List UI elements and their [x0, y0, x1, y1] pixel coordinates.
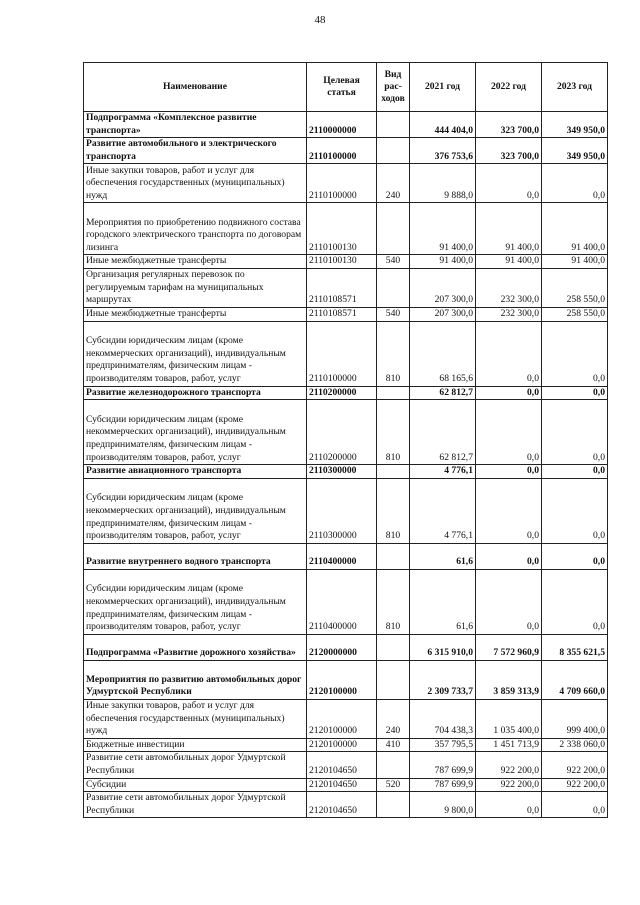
cell-vid: 810 — [377, 321, 410, 386]
cell-name: Субсидии юридическим лицам (кроме некоммерческих организаций), индивидуальным предпринимателям, физическим лицам - производителям товаров, работ, услуг — [84, 400, 307, 465]
header-2023: 2023 год — [542, 63, 608, 112]
table-row — [84, 321, 608, 386]
cell-2023: 258 550,0 — [542, 268, 608, 307]
cell-code: 2110400000 — [307, 569, 377, 634]
cell-code: 2110200000 — [307, 386, 377, 400]
cell-code: 2110400000 — [307, 543, 377, 569]
cell-2022: 0,0 — [476, 321, 542, 386]
cell-code: 2120100000 — [307, 660, 377, 699]
table-row — [84, 465, 608, 479]
cell-2022: 922 200,0 — [476, 752, 542, 778]
cell-2022: 323 700,0 — [476, 138, 542, 164]
table-row — [84, 138, 608, 164]
cell-name: Субсидии юридическим лицам (кроме некоммерческих организаций), индивидуальным предпринимателям, физическим лицам - производителям товаров, работ, услуг — [84, 478, 307, 543]
cell-name: Субсидии юридическим лицам (кроме некоммерческих организаций), индивидуальным предпринимателям, физическим лицам - производителям товаров, работ, услуг — [84, 321, 307, 386]
cell-code: 2110100000 — [307, 321, 377, 386]
header-name: Наименование — [84, 63, 307, 112]
cell-vid — [377, 752, 410, 778]
cell-vid — [377, 268, 410, 307]
cell-code: 2110000000 — [307, 112, 377, 138]
cell-2023: 0,0 — [542, 543, 608, 569]
cell-2021: 91 400,0 — [410, 203, 476, 255]
cell-code: 2110100000 — [307, 164, 377, 203]
cell-2022: 7 572 960,9 — [476, 634, 542, 660]
cell-name: Бюджетные инвестиции — [84, 738, 307, 752]
cell-2022: 91 400,0 — [476, 203, 542, 255]
cell-2021: 207 300,0 — [410, 307, 476, 321]
cell-2023: 0,0 — [542, 465, 608, 479]
cell-name: Развитие внутреннего водного транспорта — [84, 543, 307, 569]
cell-2023: 258 550,0 — [542, 307, 608, 321]
cell-2021: 787 699,9 — [410, 752, 476, 778]
cell-2022: 232 300,0 — [476, 268, 542, 307]
cell-2023: 91 400,0 — [542, 203, 608, 255]
cell-code: 2110108571 — [307, 307, 377, 321]
table-row — [84, 792, 608, 818]
cell-2023: 349 950,0 — [542, 138, 608, 164]
cell-vid — [377, 465, 410, 479]
cell-name: Иные закупки товаров, работ и услуг для обеспечения государственных (муниципальных) нужд — [84, 699, 307, 738]
cell-name: Развитие сети автомобильных дорог Удмуртской Республики — [84, 752, 307, 778]
table-row — [84, 164, 608, 203]
cell-name: Подпрограмма «Комплексное развитие транспорта» — [84, 112, 307, 138]
table-row — [84, 660, 608, 699]
cell-name: Мероприятия по развитию автомобильных дорог Удмуртской Республики — [84, 660, 307, 699]
cell-2021: 68 165,6 — [410, 321, 476, 386]
cell-2023: 8 355 621,5 — [542, 634, 608, 660]
cell-2023: 4 709 660,0 — [542, 660, 608, 699]
cell-code: 2120104650 — [307, 752, 377, 778]
cell-vid — [377, 792, 410, 818]
cell-2021: 6 315 910,0 — [410, 634, 476, 660]
cell-2023: 922 200,0 — [542, 752, 608, 778]
table-row — [84, 699, 608, 738]
table-row — [84, 400, 608, 465]
cell-vid — [377, 634, 410, 660]
cell-2021: 704 438,3 — [410, 699, 476, 738]
header-2022: 2022 год — [476, 63, 542, 112]
cell-name: Развитие авиационного транспорта — [84, 465, 307, 479]
cell-2023: 0,0 — [542, 792, 608, 818]
header-vid: Вид рас-ходов — [377, 63, 410, 112]
cell-2023: 0,0 — [542, 478, 608, 543]
cell-code: 2120104650 — [307, 792, 377, 818]
cell-code: 2120104650 — [307, 778, 377, 792]
table-row — [84, 112, 608, 138]
cell-2023: 91 400,0 — [542, 255, 608, 269]
cell-name: Иные межбюджетные трансферты — [84, 255, 307, 269]
cell-2022: 323 700,0 — [476, 112, 542, 138]
cell-2021: 62 812,7 — [410, 386, 476, 400]
cell-2022: 0,0 — [476, 792, 542, 818]
cell-name: Развитие сети автомобильных дорог Удмуртской Республики — [84, 792, 307, 818]
cell-2022: 0,0 — [476, 543, 542, 569]
cell-2023: 0,0 — [542, 164, 608, 203]
cell-2023: 922 200,0 — [542, 778, 608, 792]
cell-2021: 9 800,0 — [410, 792, 476, 818]
page-number: 48 — [314, 14, 326, 26]
table-row — [84, 255, 608, 269]
cell-2022: 0,0 — [476, 465, 542, 479]
cell-vid: 540 — [377, 255, 410, 269]
cell-name: Иные межбюджетные трансферты — [84, 307, 307, 321]
cell-vid — [377, 112, 410, 138]
cell-2023: 2 338 060,0 — [542, 738, 608, 752]
cell-code: 2110100000 — [307, 138, 377, 164]
cell-name: Развитие автомобильного и электрического транспорта — [84, 138, 307, 164]
table-row — [84, 752, 608, 778]
cell-vid: 810 — [377, 478, 410, 543]
cell-vid: 540 — [377, 307, 410, 321]
cell-vid: 410 — [377, 738, 410, 752]
cell-2022: 1 035 400,0 — [476, 699, 542, 738]
cell-2021: 61,6 — [410, 543, 476, 569]
cell-vid: 240 — [377, 164, 410, 203]
cell-2021: 2 309 733,7 — [410, 660, 476, 699]
cell-vid — [377, 138, 410, 164]
cell-2022: 3 859 313,9 — [476, 660, 542, 699]
cell-2021: 4 776,1 — [410, 478, 476, 543]
cell-2021: 357 795,5 — [410, 738, 476, 752]
cell-2023: 0,0 — [542, 386, 608, 400]
cell-vid — [377, 660, 410, 699]
cell-name: Субсидии юридическим лицам (кроме некоммерческих организаций), индивидуальным предпринимателям, физическим лицам - производителям товаров, работ, услуг — [84, 569, 307, 634]
cell-2022: 0,0 — [476, 569, 542, 634]
table-row — [84, 307, 608, 321]
cell-2023: 0,0 — [542, 321, 608, 386]
cell-vid: 520 — [377, 778, 410, 792]
cell-code: 2110200000 — [307, 400, 377, 465]
table-row — [84, 569, 608, 634]
cell-2022: 0,0 — [476, 400, 542, 465]
cell-code: 2110108571 — [307, 268, 377, 307]
cell-code: 2110100130 — [307, 203, 377, 255]
cell-2022: 922 200,0 — [476, 778, 542, 792]
cell-2021: 61,6 — [410, 569, 476, 634]
cell-vid: 810 — [377, 569, 410, 634]
cell-2021: 207 300,0 — [410, 268, 476, 307]
cell-code: 2110300000 — [307, 478, 377, 543]
cell-name: Мероприятия по приобретению подвижного состава городского электрического транспорта по договорам лизинга — [84, 203, 307, 255]
header-2021: 2021 год — [410, 63, 476, 112]
budget-table — [83, 62, 608, 818]
cell-2022: 232 300,0 — [476, 307, 542, 321]
cell-2023: 349 950,0 — [542, 112, 608, 138]
cell-2022: 91 400,0 — [476, 255, 542, 269]
cell-code: 2110300000 — [307, 465, 377, 479]
cell-name: Субсидии — [84, 778, 307, 792]
table-row — [84, 386, 608, 400]
table-row — [84, 203, 608, 255]
cell-2023: 0,0 — [542, 569, 608, 634]
cell-vid: 810 — [377, 400, 410, 465]
cell-name: Организация регулярных перевозок по регулируемым тарифам на муниципальных маршрутах — [84, 268, 307, 307]
cell-code: 2120100000 — [307, 699, 377, 738]
cell-2022: 0,0 — [476, 478, 542, 543]
cell-2023: 999 400,0 — [542, 699, 608, 738]
table-body — [84, 112, 608, 818]
cell-code: 2110100130 — [307, 255, 377, 269]
cell-2022: 0,0 — [476, 164, 542, 203]
table-row — [84, 268, 608, 307]
cell-vid — [377, 543, 410, 569]
table-header — [84, 63, 608, 112]
cell-2023: 0,0 — [542, 400, 608, 465]
cell-vid: 240 — [377, 699, 410, 738]
header-code: Целевая статья — [307, 63, 377, 112]
table-row — [84, 738, 608, 752]
cell-2021: 9 888,0 — [410, 164, 476, 203]
table-row — [84, 778, 608, 792]
cell-2021: 787 699,9 — [410, 778, 476, 792]
cell-code: 2120100000 — [307, 738, 377, 752]
cell-code: 2120000000 — [307, 634, 377, 660]
cell-name: Подпрограмма «Развитие дорожного хозяйства» — [84, 634, 307, 660]
cell-name: Развитие железнодорожного транспорта — [84, 386, 307, 400]
cell-2021: 444 404,0 — [410, 112, 476, 138]
cell-vid — [377, 203, 410, 255]
cell-2022: 1 451 713,9 — [476, 738, 542, 752]
cell-name: Иные закупки товаров, работ и услуг для обеспечения государственных (муниципальных) нужд — [84, 164, 307, 203]
cell-2022: 0,0 — [476, 386, 542, 400]
cell-2021: 91 400,0 — [410, 255, 476, 269]
table-row — [84, 543, 608, 569]
table-row — [84, 478, 608, 543]
cell-2021: 376 753,6 — [410, 138, 476, 164]
cell-vid — [377, 386, 410, 400]
table-row — [84, 634, 608, 660]
cell-2021: 4 776,1 — [410, 465, 476, 479]
cell-2021: 62 812,7 — [410, 400, 476, 465]
